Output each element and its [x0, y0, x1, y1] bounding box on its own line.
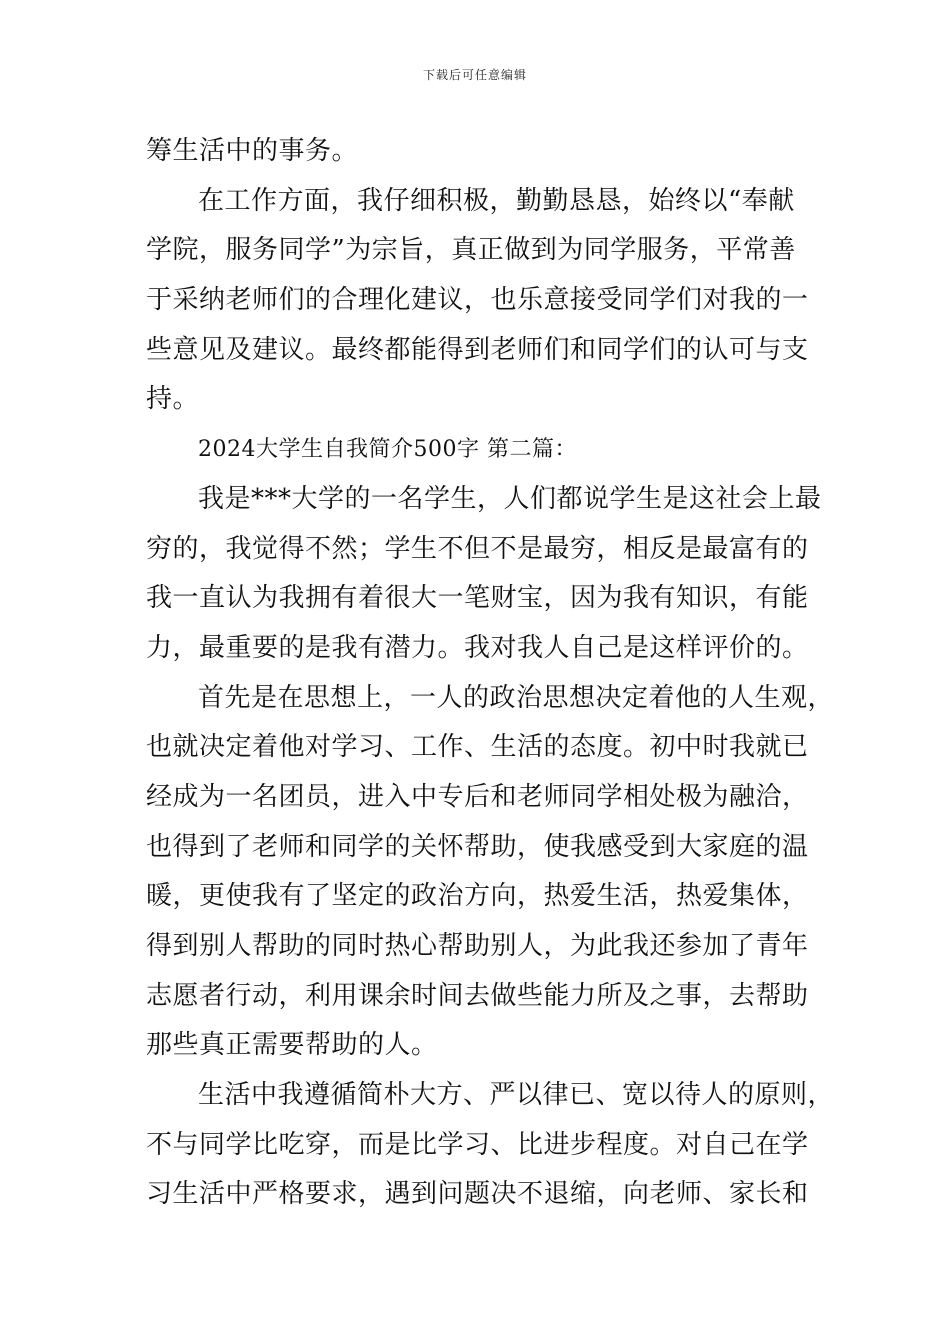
text-line: 暖，更使我有了坚定的政治方向，热爱生活，热爱集体，: [146, 881, 809, 912]
text-line: 经成为一名团员，进入中专后和老师同学相处极为融洽，: [146, 781, 809, 812]
text-line: 也就决定着他对学习、工作、生活的态度。初中时我就已: [146, 732, 809, 763]
text-line: 得到别人帮助的同时热心帮助别人，为此我还参加了青年: [146, 931, 809, 961]
paragraph-start-line: 我是***大学的一名学生，人们都说学生是这社会上最: [198, 483, 822, 514]
document-body: [146, 127, 836, 1220]
text-line: 穷的，我觉得不然；学生不但不是最穷，相反是最富有的: [146, 533, 809, 564]
paragraph-start-line: 生活中我遵循简朴大方、严以律已、宽以待人的原则，: [198, 1080, 835, 1111]
text-line: 些意见及建议。最终都能得到老师们和同学们的认可与支: [146, 334, 809, 365]
text-line: 也得到了老师和同学的关怀帮助，使我感受到大家庭的温: [146, 831, 809, 862]
section-heading: 2024大学生自我简介500字 第二篇：: [198, 437, 577, 463]
header-note: 下载后可任意编辑: [422, 68, 527, 82]
paragraph-start-line: 在工作方面，我仔细积极，勤勤恳恳，始终以“奉献: [198, 185, 795, 216]
text-line: 不与同学比吃穿，而是比学习、比进步程度。对自己在学: [146, 1129, 809, 1160]
text-line: 持。: [146, 384, 200, 415]
paragraph-start-line: 首先是在思想上，一人的政治思想决定着他的人生观，: [198, 682, 835, 713]
text-line: 志愿者行动，利用课余时间去做些能力所及之事，去帮助: [146, 980, 809, 1011]
text-line: 力，最重要的是我有潜力。我对我人自己是这样评价的。: [146, 632, 809, 663]
text-line: 学院，服务同学”为宗旨，真正做到为同学服务，平常善: [146, 235, 796, 266]
text-line: 于采纳老师们的合理化建议，也乐意接受同学们对我的一: [146, 285, 809, 316]
text-line: 我一直认为我拥有着很大一笔财宝，因为我有知识，有能: [146, 583, 809, 614]
text-line: 筹生活中的事务。: [146, 136, 359, 166]
text-line: 习生活中严格要求，遇到问题决不退缩，向老师、家长和: [146, 1179, 809, 1210]
text-line: 那些真正需要帮助的人。: [146, 1030, 438, 1061]
